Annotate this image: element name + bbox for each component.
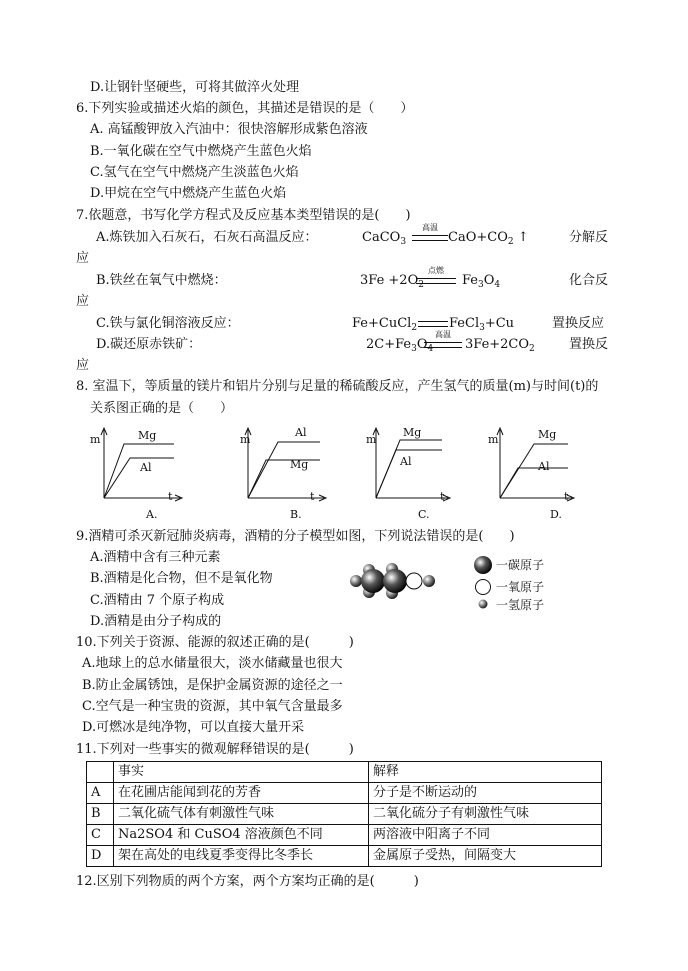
q8-b-top: Al (295, 426, 307, 439)
q7-d-equals (424, 342, 462, 348)
atom-legend-icons (472, 555, 494, 611)
q7-b-tail: 应 (76, 294, 90, 309)
q9-option-d: D.酒精是由分子构成的 (90, 614, 222, 629)
q7-a-equals (412, 235, 448, 241)
q7-c-type: 置换反应 (552, 316, 605, 331)
table-cell: 在花圃店能闻到花的芳香 (114, 783, 369, 804)
q8-c-t: t (440, 490, 445, 503)
table-cell: D (87, 846, 114, 867)
q8-c-m: m (366, 433, 377, 446)
q8-d-t: t (564, 490, 569, 503)
q6-option-b: B.一氧化碳在空气中燃烧产生蓝色火焰 (90, 144, 312, 159)
q9-stem: 9.酒精可杀灭新冠肺炎病毒，酒精的分子模型如图，下列说法错误的是( ) (76, 529, 515, 544)
q8-c-top: Mg (403, 426, 422, 439)
q8-d-top: Mg (538, 428, 557, 441)
q11-table (86, 761, 602, 867)
q5-option-d: D.让钢针坚硬些，可将其做淬火处理 (90, 80, 300, 95)
q8-a-letter: A. (146, 508, 158, 521)
q7-d-type: 置换反 (569, 337, 609, 352)
table-row (87, 825, 602, 846)
table-header-row (87, 762, 602, 783)
q11-stem: 11.下列对一些事实的微观解释错误的是( ) (76, 742, 354, 757)
table-cell: B (87, 804, 114, 825)
table-cell: 二氧化硫气体有刺激性气味 (114, 804, 369, 825)
q8-stem: 8. 室温下，等质量的镁片和铝片分别与足量的稀硫酸反应，产生氢气的质量(m)与时间(t)的 (76, 379, 599, 394)
q10-option-c: C.空气是一种宝贵的资源，其中氧气含量最多 (82, 699, 343, 714)
table-cell: 分子是不断运动的 (369, 783, 602, 804)
table-cell: C (87, 825, 114, 846)
q9-option-a: A.酒精中含有三种元素 (90, 550, 221, 565)
q8-c-bottom: Al (400, 455, 412, 468)
q6-option-a: A. 高锰酸钾放入汽油中：很快溶解形成紫色溶液 (90, 122, 368, 137)
q7-a-tail: 应 (76, 251, 90, 266)
table-cell: 两溶液中阳离子不同 (369, 825, 602, 846)
table-cell: Na2SO4 和 CuSO4 溶液颜色不同 (114, 825, 369, 846)
table-cell: 二氧化硫分子有刺激性气味 (369, 804, 602, 825)
q9-option-b: B.酒精是化合物，但不是氧化物 (90, 571, 273, 586)
table-row (87, 783, 602, 804)
q10-option-a: A.地球上的总水储量很大，淡水储藏量也很大 (82, 656, 343, 671)
q7-d-products: $3Fe+2CO_2$ (465, 337, 535, 354)
table-header-cell: 事实 (114, 762, 369, 783)
q8-graph-d (488, 426, 578, 524)
q8-c-letter: C. (418, 508, 430, 521)
q10-option-b: B.防止金属锈蚀，是保护金属资源的途径之一 (82, 678, 343, 693)
q7-a-condition: 高温 (422, 223, 438, 232)
q7-a-desc: A.炼铁加入石灰石，石灰石高温反应： (96, 230, 318, 245)
q8-a-bottom: Al (140, 461, 152, 474)
q7-c-desc: C.铁与氯化铜溶液反应： (96, 316, 240, 331)
q8-a-m: m (90, 433, 101, 446)
q6-option-d: D.甲烷在空气中燃烧产生蓝色火焰 (90, 186, 287, 201)
q7-b-equation: $3Fe +2O_2$ (360, 273, 424, 290)
q8-d-bottom: Al (538, 460, 550, 473)
q7-a-products: $CaO+CO_2$ ↑ (448, 230, 529, 247)
q8-a-top: Mg (138, 429, 157, 442)
q8-b-letter: B. (290, 508, 302, 521)
q7-b-desc: B.铁丝在氧气中燃烧： (96, 273, 227, 288)
q10-option-d: D.可燃冰是纯净物，可以直接大量开采 (82, 720, 305, 735)
q7-d-tail: 应 (76, 358, 90, 373)
q10-stem: 10.下列关于资源、能源的叙述正确的是( ) (76, 635, 354, 650)
q7-a-equation: CaCO$_3$ (362, 230, 407, 247)
table-cell: 金属原子受热，间隔变大 (369, 846, 602, 867)
q7-c-equals (418, 321, 448, 327)
table-row (87, 804, 602, 825)
q7-stem: 7.依题意，书写化学方程式及反应基本类型错误的是( ) (76, 208, 411, 223)
q8-b-t: t (310, 490, 315, 503)
q8-b-bottom: Mg (290, 458, 309, 471)
q8-a-t: t (168, 490, 173, 503)
legend-oxygen: 一氧原子 (496, 580, 545, 594)
legend-carbon: 一碳原子 (496, 558, 545, 572)
legend-hydrogen: 一氢原子 (496, 598, 545, 612)
ethanol-molecule-model (348, 560, 448, 604)
q8-stem-2: 关系图正确的是（ ） (90, 401, 234, 416)
q7-b-type: 化合反 (569, 273, 609, 288)
q7-d-desc: D.碳还原赤铁矿： (96, 337, 202, 352)
table-header-cell (87, 762, 114, 783)
q7-c-equation: Fe+CuCl$_2$ (352, 316, 418, 333)
table-row (87, 846, 602, 867)
q7-b-products: $Fe_3O_4$ (462, 273, 501, 290)
q7-c-products: FeCl$_3$+Cu (449, 316, 515, 333)
q12-stem: 12.区别下列物质的两个方案，两个方案均正确的是( ) (76, 874, 419, 889)
q8-b-m: m (240, 433, 251, 446)
q7-b-condition: 点燃 (428, 266, 444, 275)
q9-option-c: C.酒精由 7 个原子构成 (90, 593, 225, 608)
q7-b-equals (416, 278, 456, 284)
q7-d-equation: $2C+Fe_3O_4$ (366, 337, 434, 354)
q7-d-condition: 高温 (435, 330, 451, 339)
q8-graph-c (364, 426, 459, 524)
q6-option-c: C.氢气在空气中燃烧产生淡蓝色火焰 (90, 165, 299, 180)
q8-d-m: m (488, 433, 499, 446)
q7-a-type: 分解反 (569, 230, 609, 245)
q6-stem: 6.下列实验或描述火焰的颜色，其描述是错误的是（ ） (76, 101, 414, 116)
table-cell: A (87, 783, 114, 804)
table-header-cell: 解释 (369, 762, 602, 783)
table-cell: 架在高处的电线夏季变得比冬季长 (114, 846, 369, 867)
q8-d-letter: D. (550, 508, 562, 521)
